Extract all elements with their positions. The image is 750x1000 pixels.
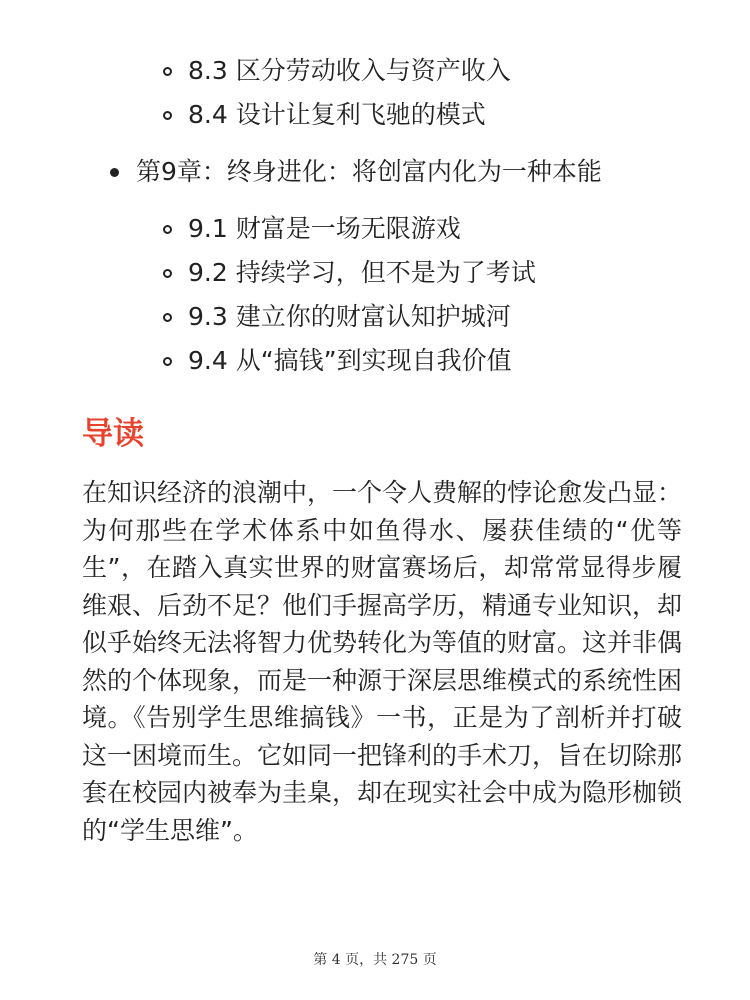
section-heading: 导读 (82, 416, 144, 452)
toc-item-8-3[interactable] (163, 51, 511, 91)
hollow-bullet-icon (163, 225, 172, 234)
toc-chapter-label: 第9章：终身进化：将创富内化为一种本能 (136, 157, 602, 186)
hollow-bullet-icon (163, 111, 172, 120)
toc-item-9-4[interactable] (163, 341, 512, 381)
toc-item-label: 9.3 建立你的财富认知护城河 (188, 302, 511, 331)
toc-item-label: 8.3 区分劳动收入与资产收入 (188, 56, 511, 85)
toc-item-8-4[interactable] (163, 95, 486, 135)
toc-chapter-9[interactable] (110, 152, 602, 192)
toc-item-label: 9.1 财富是一场无限游戏 (188, 214, 461, 243)
hollow-bullet-icon (163, 67, 172, 76)
toc-item-9-3[interactable] (163, 297, 511, 337)
toc-item-9-1[interactable] (163, 209, 461, 249)
hollow-bullet-icon (163, 357, 172, 366)
toc-item-9-2[interactable] (163, 253, 536, 293)
hollow-bullet-icon (163, 313, 172, 322)
page-number: 第 4 页，共 275 页 (313, 952, 437, 968)
filled-bullet-icon (110, 168, 119, 177)
toc-item-label: 9.4 从“搞钱”到实现自我价值 (188, 346, 512, 375)
hollow-bullet-icon (163, 269, 172, 278)
intro-paragraph: 在知识经济的浪潮中，一个令人费解的悖论愈发凸显：为何那些在学术体系中如鱼得水、屡获佳绩的“优等生”，在踏入真实世界的财富赛场后，却常常显得步履维艰、后劲不足？他们手握高学历，精通专业知识，却似乎始终无法将智力优势转化为等值的财富。这并非偶然的个体现象，而是一种源于深层思维模式的系统性困境。《告别学生思维搞钱》一书，正是为了剖析并打破这一困境而生。它如同一把锋利的手术刀，旨在切除那套在校园内被奉为圭臬，却在现实社会中成为隐形枷锁的“学生思维”。 (82, 478, 683, 845)
toc-item-label: 9.2 持续学习，但不是为了考试 (188, 258, 536, 287)
toc-item-label: 8.4 设计让复利飞驰的模式 (188, 100, 486, 129)
